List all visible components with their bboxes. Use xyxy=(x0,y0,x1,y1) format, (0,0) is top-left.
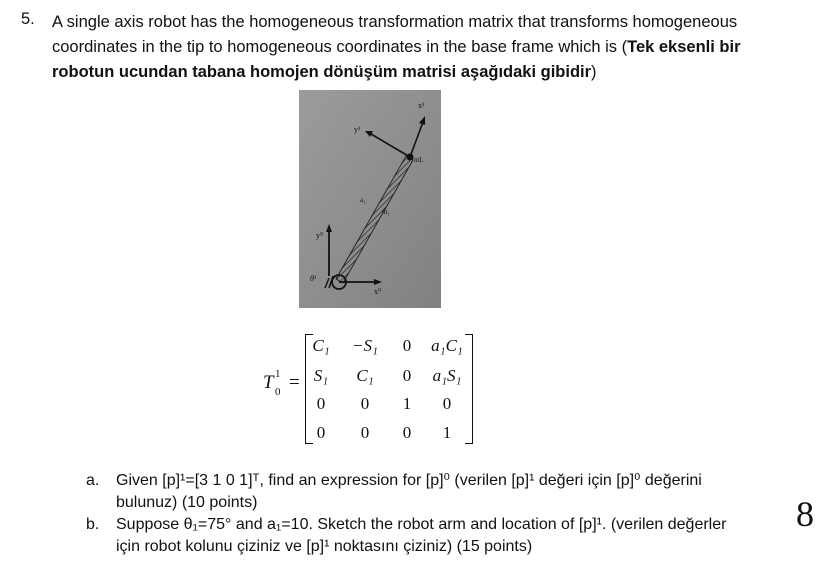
label-a1: a₁ xyxy=(360,196,366,204)
matrix-cell: 0 xyxy=(360,423,370,442)
label-m1: m₁ xyxy=(382,208,390,216)
matrix-cell: a₁S₁ xyxy=(432,366,462,385)
sub-question-marker: b. xyxy=(86,516,100,533)
transformation-matrix xyxy=(263,330,493,446)
matrix-cell: 1 xyxy=(442,423,452,442)
sub-question-line: bulunuz) (10 points) xyxy=(116,494,258,511)
label-x0: x⁰ xyxy=(374,287,382,296)
matrix-lhs-subscript: 0 xyxy=(275,386,281,398)
sub-questions xyxy=(86,470,766,558)
robot-figure-photo xyxy=(299,90,441,308)
question-text xyxy=(52,10,772,85)
label-mL: mL xyxy=(414,156,424,164)
matrix-cell: −S₁ xyxy=(352,336,378,355)
matrix-cell: 0 xyxy=(316,394,326,413)
question-number: 5. xyxy=(21,10,35,28)
label-y0: y⁰ xyxy=(316,231,324,240)
matrix-cell: 0 xyxy=(402,336,412,355)
matrix-cell: 0 xyxy=(402,423,412,442)
matrix-cell: S₁ xyxy=(313,366,329,385)
label-x1: x¹ xyxy=(418,101,425,110)
matrix-cell: 0 xyxy=(402,366,412,385)
robot-diagram xyxy=(299,90,441,308)
matrix-cell: 0 xyxy=(360,394,370,413)
matrix-cell: 1 xyxy=(402,394,412,413)
question-line-3: robotun ucundan tabana homojen dönüşüm matrisi aşağıdaki gibidir) xyxy=(52,63,597,81)
question-line-2: coordinates in the tip to homogeneous coordinates in the base frame which is (Tek eksenli bir xyxy=(52,38,741,56)
sub-question-line: Given [p]¹=[3 1 0 1]ᵀ, find an expression for [p]⁰ (verilen [p]¹ değeri için [p]⁰ değerini xyxy=(116,472,702,489)
matrix-lhs-T: T xyxy=(263,372,274,393)
matrix-lhs xyxy=(263,368,281,398)
sub-question-line: Suppose θ₁=75° and a₁=10. Sketch the robot arm and location of [p]¹. (verilen değerler xyxy=(116,516,727,533)
matrix-cell: C₁ xyxy=(356,366,374,385)
matrix-cell: a₁C₁ xyxy=(431,336,463,355)
label-y1: y¹ xyxy=(354,125,361,134)
matrix-cell: 0 xyxy=(316,423,326,442)
matrix-equals: = xyxy=(289,372,300,393)
sub-question-a xyxy=(86,470,766,514)
sub-question-b xyxy=(86,514,766,558)
label-theta1: θ¹ xyxy=(310,274,317,283)
matrix-cell: 0 xyxy=(442,394,452,413)
sub-question-marker: a. xyxy=(86,472,100,489)
page-number: 8 xyxy=(796,494,814,534)
matrix-cell: C₁ xyxy=(312,336,330,355)
matrix-lhs-superscript: 1 xyxy=(275,368,281,380)
sub-question-line: için robot kolunu çiziniz ve [p]¹ noktasını çiziniz) (15 points) xyxy=(116,538,533,555)
question-line-1: A single axis robot has the homogeneous transformation matrix that transforms homogeneous xyxy=(52,13,738,31)
